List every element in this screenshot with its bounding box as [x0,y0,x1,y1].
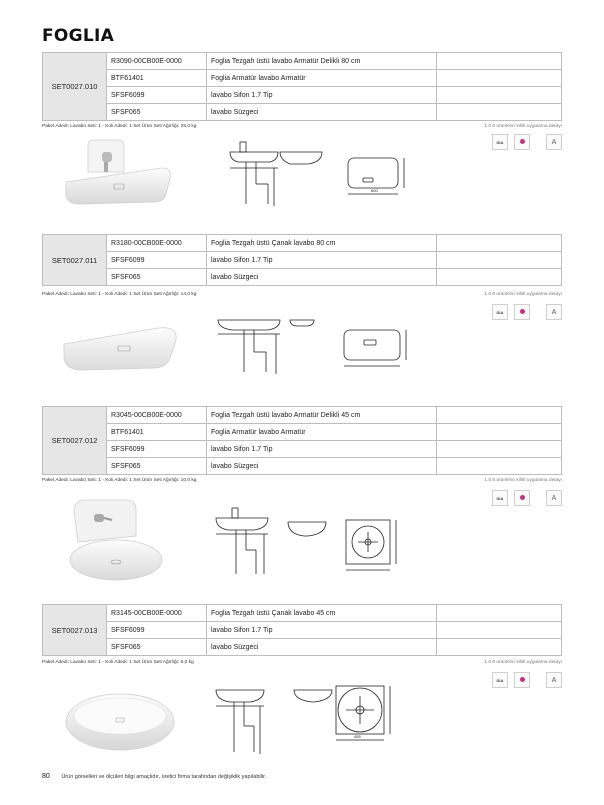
ida-certificate-icon: IDA [492,490,508,506]
product-code: SFSF6099 [107,87,207,104]
product-description: lavabo Sifon 1.7 Tip [207,441,437,458]
product-description: lavabo Sifon 1.7 Tip [207,622,437,639]
a-certificate-icon: A [546,672,562,688]
product-description: lavabo Süzgeci [207,104,437,121]
product-description: Foglia Tezgah üstü Çanak lavabo 45 cm [207,605,437,622]
footer-note: Ürün görselleri ve ölçüleri bilgi amaçlıdır, üretici firma tarafından değişiklik yapılabilir. [61,774,267,780]
set-table [42,406,562,475]
package-info: Paket Adedi: Lavabo Seti: 1 - Koli Adedi: 1 Set Ürün Seti Ağırlığı: 6,0 kg [42,660,194,665]
ida-certificate-icon: IDA [492,672,508,688]
product-code: SFSF6099 [107,622,207,639]
product-code: SFSF065 [107,269,207,286]
product-code: SFSF6099 [107,252,207,269]
award-icon [514,490,530,506]
product-code: R3145-00CB00E-0000 [107,605,207,622]
product-code: SFSF065 [107,639,207,656]
product-code: SFSF065 [107,104,207,121]
dimension-label: 455 [354,734,361,739]
product-description: lavabo Süzgeci [207,269,437,286]
technical-drawing [226,138,416,210]
award-icon [514,304,530,320]
product-description: Foglia Tezgah üstü lavabo Armatür Delikli 45 cm [207,407,437,424]
product-description: Foglia Armatür lavabo Armatür [207,424,437,441]
package-info: Paket Adedi: Lavabo Seti: 1 - Koli Adedi: 1 Set Ürün Seti Ağırlığı: 10,0 kg [42,478,197,483]
dimension-label: 600 [371,188,378,193]
technical-drawing [214,312,414,378]
basin-image [62,686,178,756]
page-title: FOGLIA [42,26,115,46]
product-code: R3090-00CB00E-0000 [107,53,207,70]
basin-with-mixer-image [66,496,166,584]
product-code: BTF61401 [107,424,207,441]
set-code: SET0027.010 [43,53,107,121]
set-table [42,604,562,656]
award-icon [514,134,530,150]
set-table [42,52,562,121]
page-footer [42,773,266,780]
basin-with-mixer-image [58,138,178,208]
a-certificate-icon: A [546,134,562,150]
set-code: SET0027.013 [43,605,107,656]
technical-drawing [208,680,418,760]
product-code: SFSF6099 [107,441,207,458]
package-info: Paket Adedi: Lavabo Seti: 1 - Koli Adedi: 1 Set Ürün Seti Ağırlığı: 25,0 kg [42,124,197,129]
product-code: SFSF065 [107,458,207,475]
set-table [42,234,562,286]
product-description: lavabo Sifon 1.7 Tip [207,87,437,104]
a-certificate-icon: A [546,304,562,320]
package-info: Paket Adedi: Lavabo Seti: 1 - Koli Adedi: 1 Set Ürün Seti Ağırlığı: 14,0 kg [42,292,197,297]
detail-note: 1.0.6 ürünlerin kilitli uygulama detayı [484,660,562,665]
product-description: Foglia Tezgah üstü Çanak lavabo 80 cm [207,235,437,252]
set-code: SET0027.011 [43,235,107,286]
product-description: lavabo Sifon 1.7 Tip [207,252,437,269]
a-certificate-icon: A [546,490,562,506]
product-description: lavabo Süzgeci [207,639,437,656]
basin-image [58,318,182,374]
detail-note: 1.0.6 ürünlerin kilitli uygulama detayı [484,292,562,297]
ida-certificate-icon: IDA [492,304,508,320]
product-code: R3180-00CB00E-0000 [107,235,207,252]
page-number: 80 [42,773,50,780]
product-code: BTF61401 [107,70,207,87]
detail-note: 1.0.6 ürünlerin kilitli uygulama detayı [484,478,562,483]
award-icon [514,672,530,688]
product-code: R3045-00CB00E-0000 [107,407,207,424]
product-description: Foglia Armatür lavabo Armatür [207,70,437,87]
ida-certificate-icon: IDA [492,134,508,150]
set-code: SET0027.012 [43,407,107,475]
detail-note: 1.0.6 ürünlerin kilitli uygulama detayı [484,124,562,129]
technical-drawing [208,504,418,580]
product-description: lavabo Süzgeci [207,458,437,475]
product-description: Foglia Tezgah üstü lavabo Armatür Delikli 80 cm [207,53,437,70]
